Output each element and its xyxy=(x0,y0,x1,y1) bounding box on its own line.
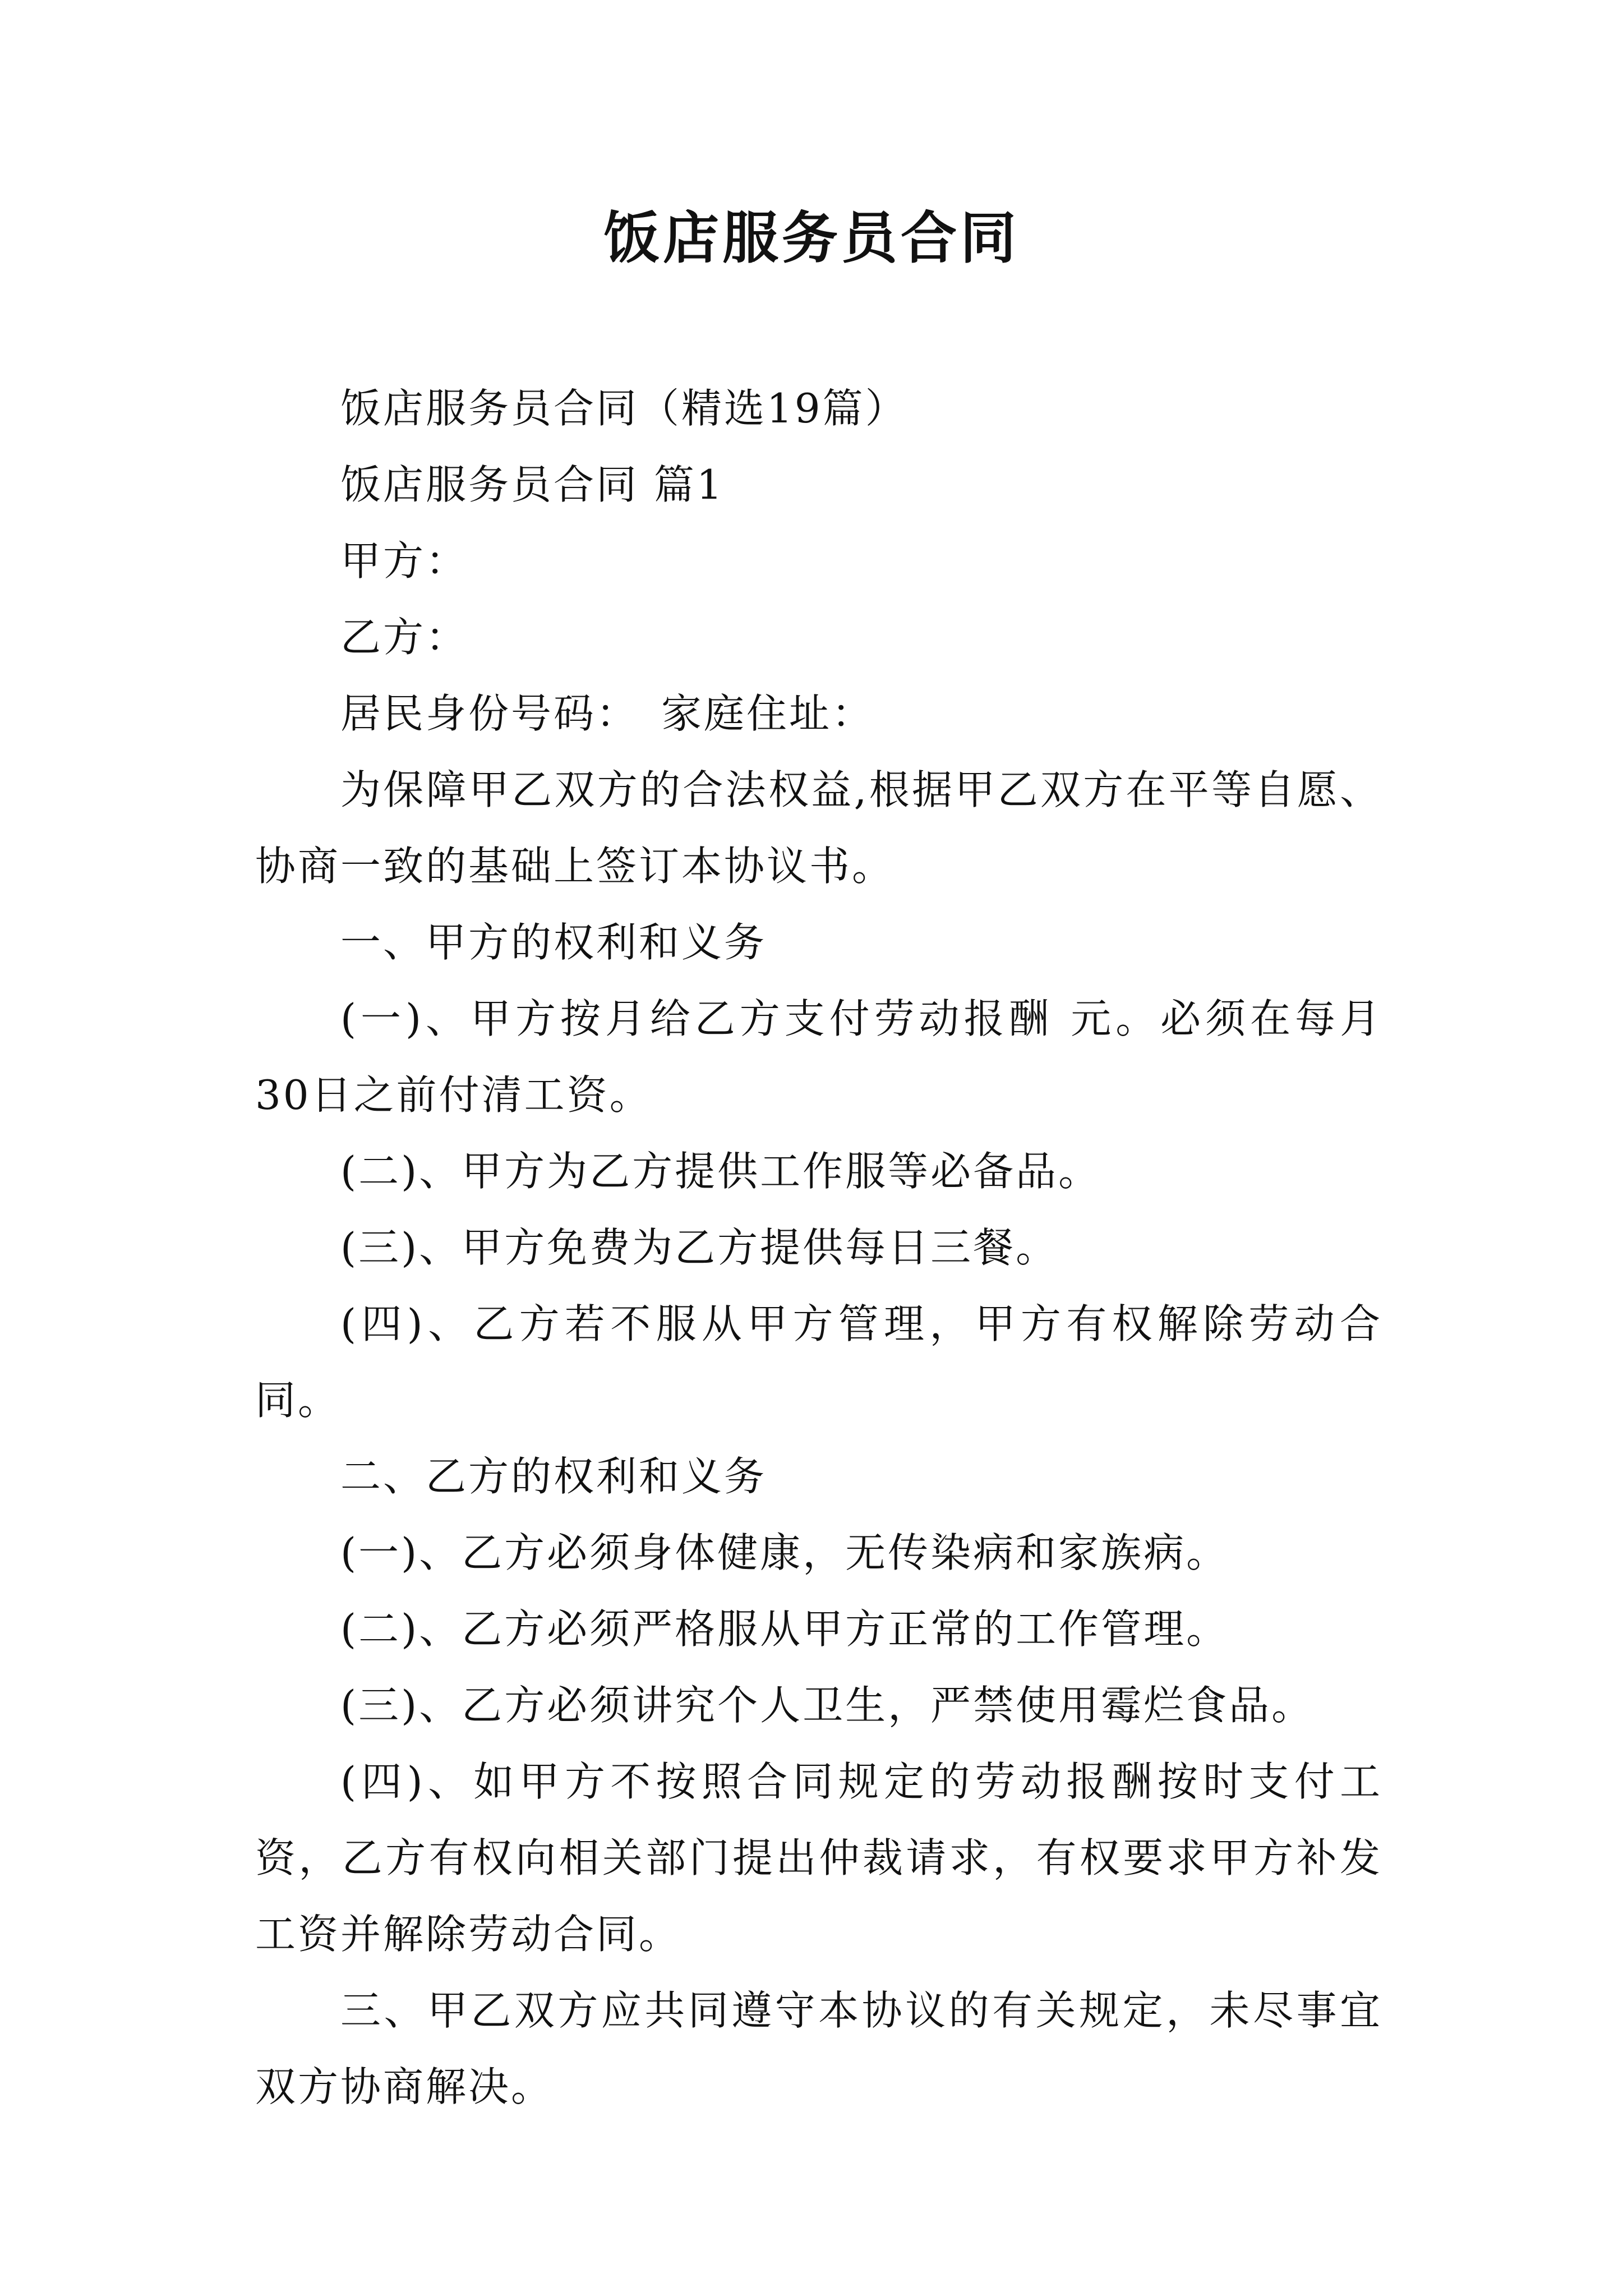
party-b-line: 乙方： xyxy=(340,614,469,661)
clause-heading-party-a: 一、甲方的权利和义务 xyxy=(340,919,767,966)
section-heading: 饭店服务员合同 篇1 xyxy=(340,461,725,508)
subtitle-line: 饭店服务员合同（精选19篇） xyxy=(340,385,908,432)
clause-a-2: (二)、甲方为乙方提供工作服等必备品。 xyxy=(340,1148,1101,1195)
document-title: 饭店服务员合同 xyxy=(603,205,1020,271)
clause-b-4: (四)、如甲方不按照合同规定的劳动报酬按时支付工资，乙方有权向相关部门提出仲裁请求，有权要求甲方补发工资并解除劳动合同。 xyxy=(255,1758,1382,1958)
clause-a-4: (四)、乙方若不服从甲方管理，甲方有权解除劳动合同。 xyxy=(255,1300,1382,1424)
party-a-line: 甲方： xyxy=(340,537,469,585)
preamble-paragraph: 为保障甲乙双方的合法权益,根据甲乙双方在平等自愿、协商一致的基础上签订本协议书。 xyxy=(255,766,1382,890)
clause-b-1: (一)、乙方必须身体健康，无传染病和家族病。 xyxy=(340,1529,1229,1576)
clause-a-3: (三)、甲方免费为乙方提供每日三餐。 xyxy=(340,1224,1059,1271)
clause-a-1: (一)、甲方按月给乙方支付劳动报酬 元。必须在每月30日之前付清工资。 xyxy=(255,995,1382,1119)
clause-3: 三、甲乙双方应共同遵守本协议的有关规定，未尽事宜双方协商解决。 xyxy=(255,1987,1382,2110)
clause-b-3: (三)、乙方必须讲究个人卫生，严禁使用霉烂食品。 xyxy=(340,1682,1315,1729)
id-address-line: 居民身份号码： 家庭住址： xyxy=(340,690,875,737)
clause-heading-party-b: 二、乙方的权利和义务 xyxy=(340,1453,767,1500)
clause-b-2: (二)、乙方必须严格服从甲方正常的工作管理。 xyxy=(340,1605,1229,1653)
document-body xyxy=(255,370,1382,2125)
